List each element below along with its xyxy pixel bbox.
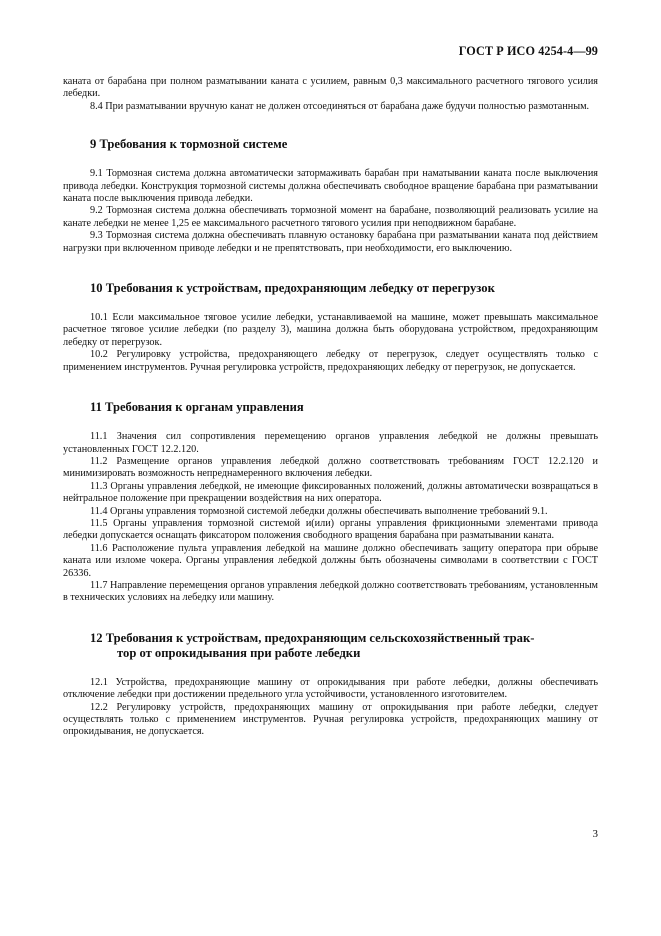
page-number: 3 bbox=[592, 828, 598, 840]
paragraph-10-1: 10.1 Если максимальное тяговое усилие лебедки, устанавливаемой на машине, может превышать максимальное расчетное тяговое усилие лебедки (по разделу 3), машина должна быть оборудована устройством, предохраняющим лебедку от перегрузок. bbox=[63, 312, 598, 348]
paragraph-8-4: 8.4 При разматывании вручную канат не должен отсоединяться от барабана даже будучи полностью размотанным. bbox=[90, 100, 590, 112]
paragraph-11-5: 11.5 Органы управления тормозной системой и(или) органы управления фрикционными элементами привода лебедки допускается оснащать фиксатором положения свободного вращения барабана при разматывании каната. bbox=[63, 517, 598, 542]
section-12-heading bbox=[63, 631, 598, 661]
paragraph-12-1: 12.1 Устройства, предохраняющие машину от опрокидывания при работе лебедки, должны обеспечивать отключение лебедки при достижении предельного угла устойчивости, установленного изготовителем. bbox=[63, 676, 598, 701]
paragraph-9-3: 9.3 Тормозная система должна обеспечивать плавную остановку барабана при разматывании каната под действием нагрузки при включенном приводе лебедки и не препятствовать, при необходимости, его выключению. bbox=[63, 230, 598, 254]
paragraph-10-2: 10.2 Регулировку устройства, предохраняющего лебедку от перегрузок, следует осуществлять только с применением инструментов. Ручная регулировка устройств, предохраняющих лебедку от перегрузок, не допускается. bbox=[63, 349, 598, 373]
section-12-heading-line1: 12 Требования к устройствам, предохраняющим сельскохозяйственный трак- bbox=[90, 630, 535, 645]
paragraph-12-2: 12.2 Регулировку устройств, предохраняющих машину от опрокидывания при работе лебедки, следует осуществлять только с применением инструментов. Ручная регулировка устройств, предохраняющих машину от опрокидывания, не допускается. bbox=[63, 701, 598, 738]
paragraph-11-7: 11.7 Направление перемещения органов управления лебедкой должно соответствовать требованиям, установленным в технических условиях на лебедку или машину. bbox=[63, 579, 598, 604]
section-10-heading: 10 Требования к устройствам, предохраняющим лебедку от перегрузок bbox=[90, 281, 495, 296]
paragraph-9-1: 9.1 Тормозная система должна автоматически затормаживать барабан при наматывании каната после выключения привода лебедки. Конструкция тормозной системы должна обеспечивать свободное вращение барабана при разматывании каната после выключения привода лебедки. bbox=[63, 168, 598, 205]
section-11-heading: 11 Требования к органам управления bbox=[90, 400, 304, 415]
document-header: ГОСТ Р ИСО 4254-4—99 bbox=[458, 44, 598, 58]
section-9-heading: 9 Требования к тормозной системе bbox=[90, 137, 288, 152]
paragraph-11-1: 11.1 Значения сил сопротивления перемещению органов управления лебедкой не должны превышать установленных ГОСТ 12.2.120. bbox=[63, 431, 598, 455]
paragraph-11-6: 11.6 Расположение пульта управления лебедкой на машине должно обеспечивать защиту оператора при обрыве каната или изломе чокера. Органы управления лебедкой должны быть обозначены символами в соответствии с ГОСТ 26336. bbox=[63, 542, 598, 579]
paragraph-11-3: 11.3 Органы управления лебедкой, не имеющие фиксированных положений, должны автоматически возвращаться в нейтральное положение при прекращении воздействия на них оператора. bbox=[63, 480, 598, 505]
paragraph-9-2: 9.2 Тормозная система должна обеспечивать тормозной момент на барабане, позволяющий реализовать усилие на канате лебедки не менее 1,25 ее максимального расчетного тягового усилия при неподвижном барабане. bbox=[63, 205, 598, 229]
section-12-heading-line2: тор от опрокидывания при работе лебедки bbox=[117, 645, 361, 660]
paragraph-11-2: 11.2 Размещение органов управления лебедкой должно соответствовать требованиям ГОСТ 12.2.120 и минимизировать возможность непреднамеренного включения лебедки. bbox=[63, 455, 598, 480]
paragraph-8-3-continued: каната от барабана при полном разматывании каната с усилием, равным 0,3 максимального расчетного тягового усилия лебедки. bbox=[63, 76, 598, 100]
document-body bbox=[63, 76, 598, 739]
paragraph-11-4: 11.4 Органы управления тормозной системой лебедки должны обеспечивать выполнение требований 9.1. bbox=[90, 505, 548, 517]
